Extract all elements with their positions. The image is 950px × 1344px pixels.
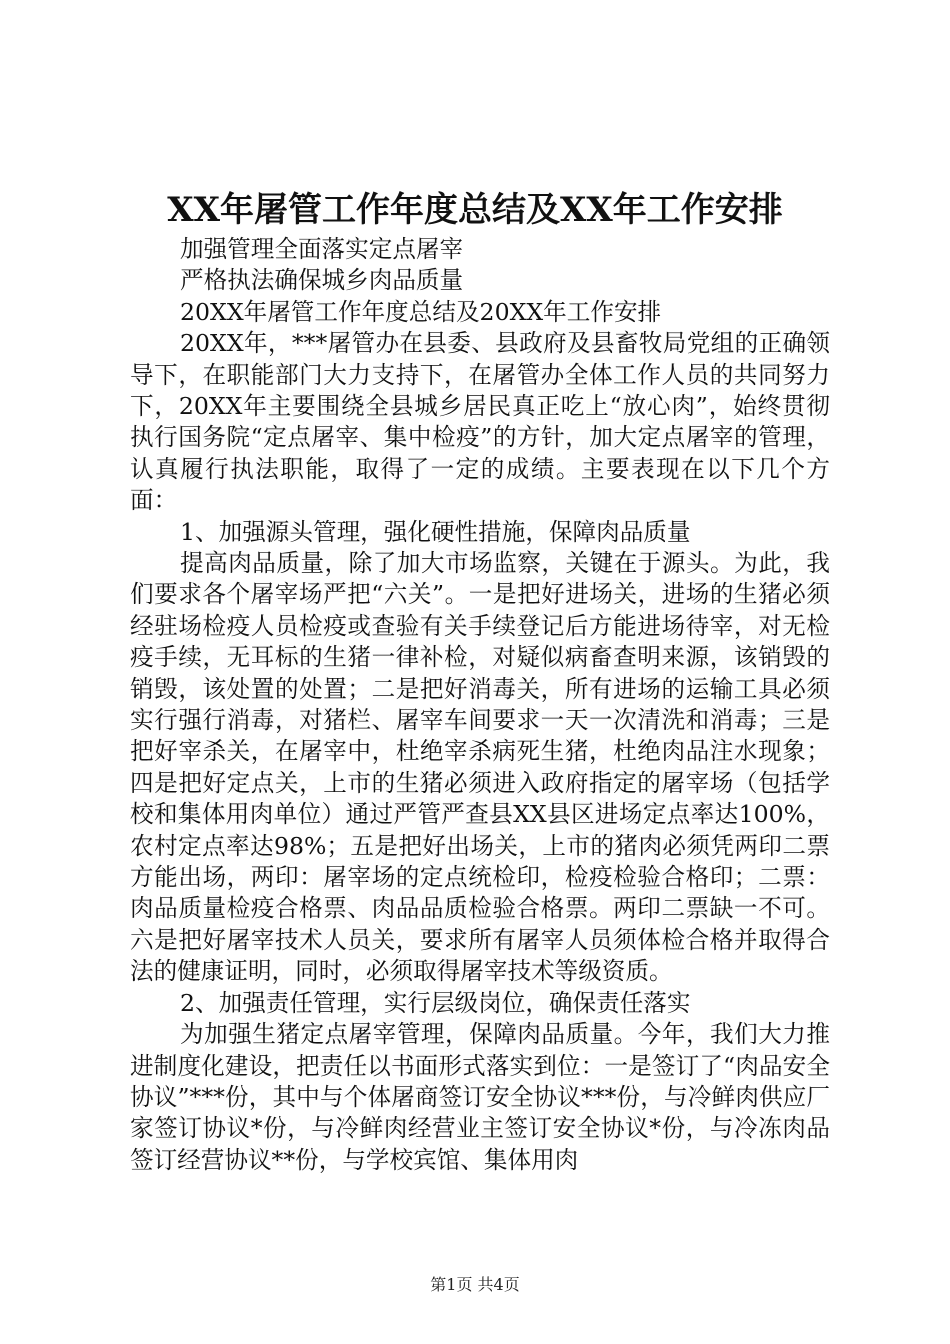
section-heading-1: 1、加强源头管理，强化硬性措施，保障肉品质量	[180, 517, 691, 546]
heading-line-3: 20XX年屠管工作年度总结及20XX年工作安排	[180, 297, 662, 326]
heading-line-1: 加强管理全面落实定点屠宰	[180, 235, 464, 263]
paragraph-intro: 20XX年，***屠管办在县委、县政府及县畜牧局党组的正确领导下，在职能部门大力支持下，在屠管办全体工作人员的共同努力下，20XX年主要围绕全县城乡居民真正吃上“放心肉”，始终贯彻执行国务院“定点屠宰、集中检疫”的方针，加大定点屠宰的管理，认真履行执法职能，取得了一定的成绩。主要表现在以下几个方面：	[130, 329, 830, 515]
heading-line-2: 严格执法确保城乡肉品质量	[180, 266, 464, 295]
page-footer: 第1页 共4页	[430, 1275, 520, 1294]
section-heading-2: 2、加强责任管理，实行层级岗位，确保责任落实	[180, 988, 691, 1017]
paragraph-section-1: 提高肉品质量，除了加大市场监察，关键在于源头。为此，我们要求各个屠宰场严把“六关”。一是把好进场关，进场的生猪必须经驻场检疫人员检疫或查验有关手续登记后方能进场待宰，对无检疫手续，无耳标的生猪一律补检，对疑似病畜查明来源，该销毁的销毁，该处置的处置；二是把好消毒关，所有进场的运输工具必须实行强行消毒，对猪栏、屠宰车间要求一天一次清洗和消毒；三是把好宰杀关，在屠宰中，杜绝宰杀病死生猪，杜绝肉品注水现象；四是把好定点关，上市的生猪必须进入政府指定的屠宰场（包括学校和集体用肉单位）通过严管严查县XX县区进场定点率达100%，农村定点率达98%；五是把好出场关，上市的猪肉必须凭两印二票方能出场，两印：屠宰场的定点统检印，检疫检验合格印；二票：肉品质量检疫合格票、肉品品质检验合格票。两印二票缺一不可。六是把好屠宰技术人员关，要求所有屠宰人员须体检合格并取得合法的健康证明，同时，必须取得屠宰技术等级资质。	[130, 549, 830, 986]
paragraph-section-2: 为加强生猪定点屠宰管理，保障肉品质量。今年，我们大力推进制度化建设，把责任以书面形式落实到位：一是签订了“肉品安全协议”***份，其中与个体屠商签订安全协议***份，与冷鲜肉供应厂家签订协议*份，与冷鲜肉经营业主签订安全协议*份，与冷冻肉品签订经营协议**份，与学校宾馆、集体用肉	[130, 1020, 830, 1174]
document-title: XX年屠管工作年度总结及XX年工作安排	[167, 190, 783, 230]
document-body	[130, 234, 830, 1176]
